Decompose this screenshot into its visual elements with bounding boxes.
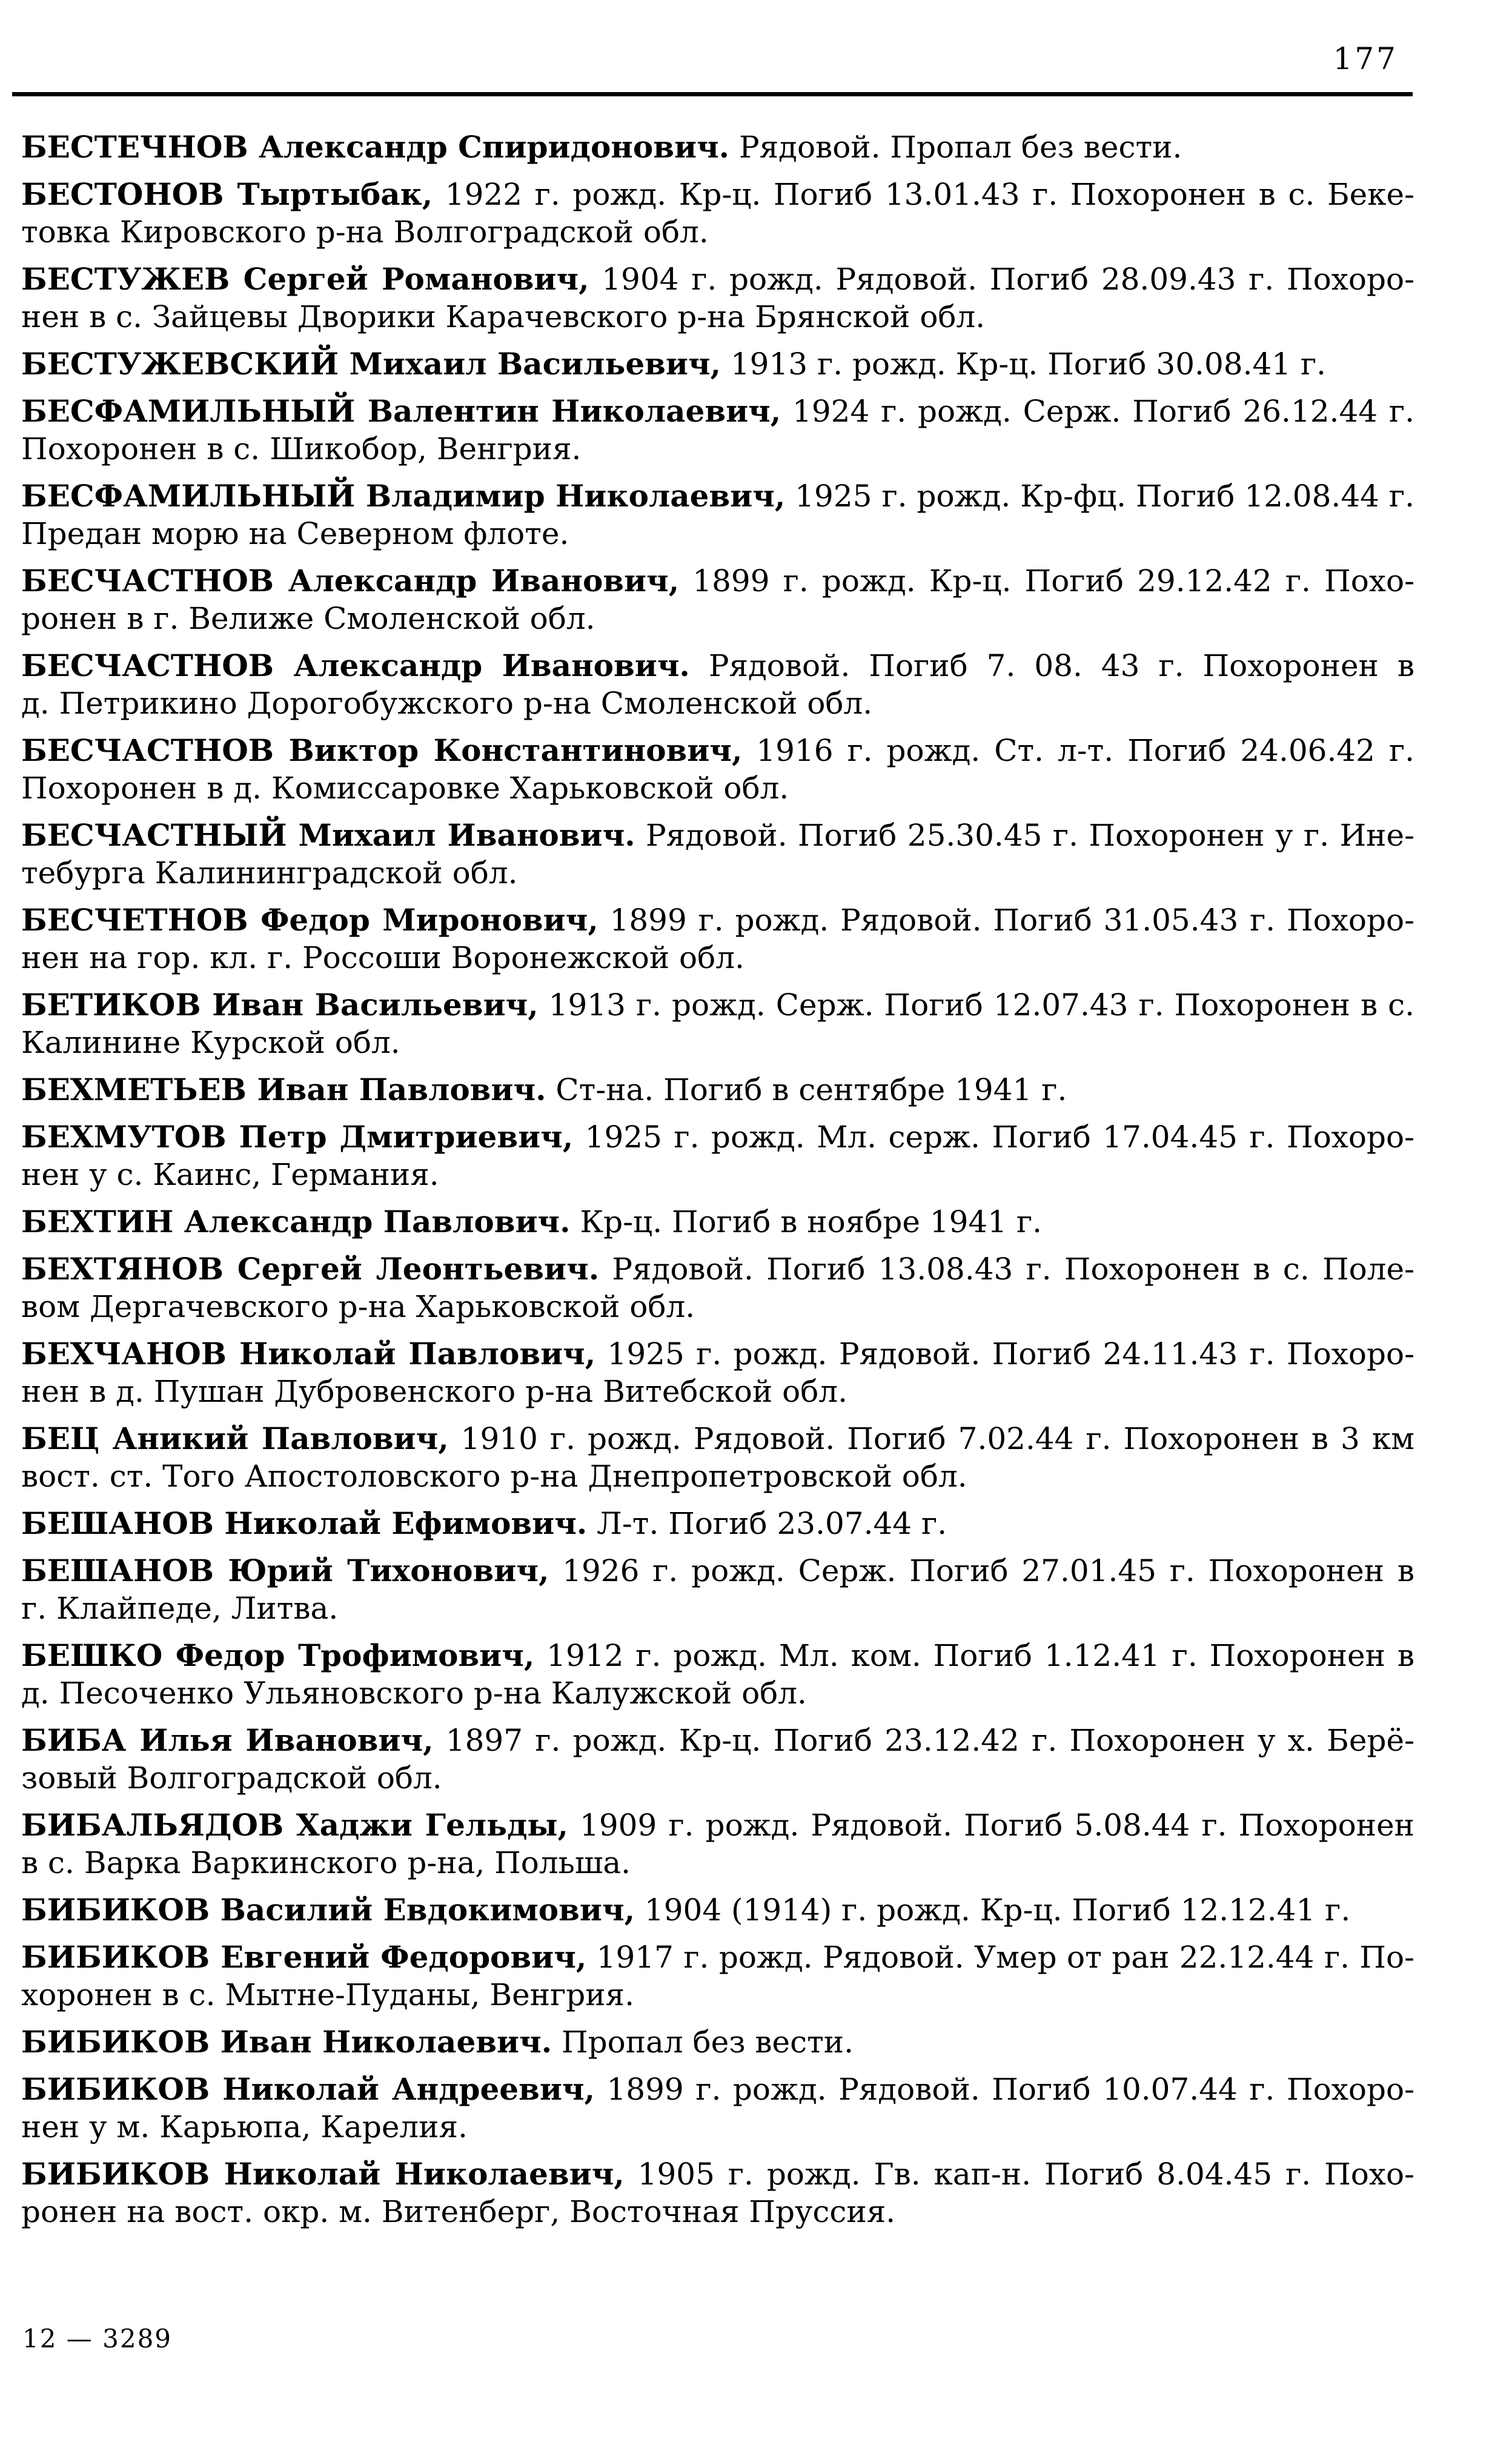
- entry-line: [21, 1590, 1414, 1627]
- entry-line: [21, 393, 1414, 430]
- entry-text: 1909 г. рожд. Рядовой. Погиб 5.08.44 г. Похоронен: [568, 1808, 1414, 1843]
- entry-name: БЕСЧАСТНОВ Александр Иванович,: [21, 563, 680, 599]
- entry-line: [21, 1420, 1414, 1458]
- entry-line: [21, 1335, 1414, 1373]
- entry: [21, 1552, 1414, 1627]
- entry-text: 1913 г. рожд. Кр-ц. Погиб 30.08.41 г.: [720, 347, 1327, 382]
- entry-text: нен у м. Карьюпа, Карелия.: [21, 2109, 468, 2144]
- entry-text: 1917 г. рожд. Рядовой. Умер от ран 22.12.44 г. По-: [586, 1940, 1414, 1975]
- entry-line: [21, 1505, 1414, 1542]
- entry: [21, 2155, 1414, 2231]
- entry-text: 1925 г. рожд. Рядовой. Погиб 24.11.43 г. Похоро-: [595, 1336, 1414, 1372]
- entry-name: БЕСТУЖЕВ Сергей Романович,: [21, 261, 589, 297]
- entry-text: Рядовой. Погиб 7. 08. 43 г. Похоронен в: [689, 648, 1414, 683]
- entry-line: [21, 647, 1414, 685]
- entry: [21, 901, 1414, 977]
- entry-line: [21, 1806, 1414, 1844]
- entry-name: БИБИКОВ Василий Евдокимович,: [21, 1892, 635, 1928]
- entry: [21, 2023, 1414, 2061]
- entry-text: тебурга Калининградской обл.: [21, 855, 518, 891]
- entry-line: [21, 986, 1414, 1024]
- entry: [21, 1071, 1414, 1109]
- entry: [21, 1118, 1414, 1193]
- entry-text: ронен на вост. окр. м. Витенберг, Восточная Пруссия.: [21, 2194, 896, 2229]
- entry: [21, 260, 1414, 336]
- entry-line: [21, 732, 1414, 769]
- entry: [21, 1250, 1414, 1325]
- entry-line: [21, 2108, 1414, 2146]
- entry-line: [21, 1024, 1414, 1061]
- entry-text: 1904 г. рожд. Рядовой. Погиб 28.09.43 г. Похоро-: [589, 262, 1415, 297]
- entry-text: Пропал без вести.: [552, 2025, 854, 2060]
- entry-name: БЕХЧАНОВ Николай Павлович,: [21, 1336, 596, 1372]
- entry-line: [21, 1637, 1414, 1674]
- entry: [21, 1420, 1414, 1495]
- entry-name: БИБАЛЬЯДОВ Хаджи Гельды,: [21, 1807, 568, 1843]
- entry-name: БИБИКОВ Евгений Федорович,: [21, 1939, 587, 1975]
- entry-line: [21, 430, 1414, 468]
- entry-line: [21, 1288, 1414, 1325]
- header-rule: [12, 92, 1413, 96]
- entry-line: [21, 1071, 1414, 1109]
- entry-line: [21, 260, 1414, 298]
- entry-text: нен в с. Зайцевы Дворики Карачевского р-на Брянской обл.: [21, 299, 986, 334]
- entry-text: 1925 г. рожд. Мл. серж. Погиб 17.04.45 г. Похоро-: [573, 1120, 1414, 1155]
- entry-line: [21, 769, 1414, 807]
- entry-line: [21, 2071, 1414, 2108]
- entry-line: [21, 1373, 1414, 1410]
- entry-line: [21, 128, 1414, 166]
- entry-line: [21, 817, 1414, 854]
- entry: [21, 562, 1414, 637]
- entry-text: 1916 г. рожд. Ст. л-т. Погиб 24.06.42 г.: [742, 733, 1414, 768]
- entry: [21, 1891, 1414, 1929]
- entry-name: БЕХМЕТЬЕВ Иван Павлович.: [21, 1072, 546, 1107]
- entry-line: [21, 1844, 1414, 1882]
- entry: [21, 732, 1414, 807]
- entry-name: БЕСЧАСТНЫЙ Михаил Иванович.: [21, 817, 635, 853]
- entry-name: БЕШАНОВ Николай Ефимович.: [21, 1505, 588, 1541]
- entry-name: БЕШАНОВ Юрий Тихонович,: [21, 1553, 549, 1588]
- entry-line: [21, 854, 1414, 892]
- entry-line: [21, 176, 1414, 213]
- entry-text: 1899 г. рожд. Кр-ц. Погиб 29.12.42 г. Похо-: [679, 563, 1414, 599]
- entry-text: Калинине Курской обл.: [21, 1025, 400, 1060]
- entry-text: 1897 г. рожд. Кр-ц. Погиб 23.12.42 г. Похоронен у х. Берё-: [433, 1723, 1414, 1758]
- entry-text: нен у с. Каинс, Германия.: [21, 1157, 439, 1192]
- entry-text: 1925 г. рожд. Кр-фц. Погиб 12.08.44 г.: [785, 479, 1415, 514]
- entry-list: [21, 128, 1414, 2240]
- entry-name: БЕСФАМИЛЬНЫЙ Владимир Николаевич,: [21, 478, 786, 514]
- entry: [21, 1505, 1414, 1542]
- entry-name: БЕСТЕЧНОВ Александр Спиридонович.: [21, 129, 730, 165]
- entry-text: вост. ст. Того Апостоловского р-на Днепропетровской обл.: [21, 1459, 967, 1494]
- entry: [21, 128, 1414, 166]
- entry-text: д. Песоченко Ульяновского р-на Калужской обл.: [21, 1676, 807, 1711]
- entry-text: г. Клайпеде, Литва.: [21, 1591, 339, 1626]
- entry-name: БЕСТОНОВ Тыртыбак,: [21, 176, 433, 212]
- entry-text: хоронен в с. Мытне-Пуданы, Венгрия.: [21, 1977, 634, 2012]
- entry-line: [21, 1674, 1414, 1712]
- entry: [21, 393, 1414, 468]
- entry-text: нен в д. Пушан Дубровенского р-на Витебской обл.: [21, 1374, 847, 1409]
- entry-name: БЕТИКОВ Иван Васильевич,: [21, 987, 539, 1023]
- entry-text: Рядовой. Погиб 13.08.43 г. Похоронен в с. Поле-: [599, 1252, 1414, 1287]
- entry-text: Рядовой. Пропал без вести.: [729, 130, 1182, 165]
- entry-name: БЕСФАМИЛЬНЫЙ Валентин Николаевич,: [21, 393, 781, 429]
- entry-text: вом Дергачевского р-на Харьковской обл.: [21, 1289, 695, 1324]
- entry-text: д. Петрикино Дорогобужского р-на Смоленской обл.: [21, 686, 873, 721]
- entry-name: БИБИКОВ Николай Николаевич,: [21, 2156, 625, 2192]
- entry-line: [21, 515, 1414, 552]
- entry-text: 1904 (1914) г. рожд. Кр-ц. Погиб 12.12.41 г.: [635, 1892, 1351, 1928]
- page-number: 177: [1333, 41, 1398, 76]
- entry-name: БИБА Илья Иванович,: [21, 1722, 434, 1758]
- entry-line: [21, 213, 1414, 251]
- entry-line: [21, 298, 1414, 336]
- entry-line: [21, 1939, 1414, 1976]
- entry-text: нен на гор. кл. г. Россоши Воронежской обл.: [21, 940, 744, 975]
- entry-name: БЕШКО Федор Трофимович,: [21, 1637, 535, 1673]
- entry-line: [21, 345, 1414, 383]
- entry-name: БЕХТЯНОВ Сергей Леонтьевич.: [21, 1251, 600, 1287]
- entry-text: 1899 г. рожд. Рядовой. Погиб 31.05.43 г. Похоро-: [598, 903, 1414, 938]
- entry-line: [21, 1759, 1414, 1797]
- entry: [21, 1637, 1414, 1712]
- entry-line: [21, 2193, 1414, 2231]
- entry-line: [21, 1976, 1414, 2014]
- entry-line: [21, 685, 1414, 722]
- entry: [21, 345, 1414, 383]
- entry-name: БИБИКОВ Николай Андреевич,: [21, 2071, 595, 2107]
- entry-name: БЕЦ Аникий Павлович,: [21, 1421, 449, 1456]
- entry: [21, 647, 1414, 722]
- entry-name: БЕСЧАСТНОВ Александр Иванович.: [21, 648, 690, 683]
- entry-text: 1926 г. рожд. Серж. Погиб 27.01.45 г. Похоронен в: [549, 1553, 1414, 1588]
- entry-line: [21, 477, 1414, 515]
- entry-text: 1913 г. рожд. Серж. Погиб 12.07.43 г. Похоронен в с.: [538, 987, 1414, 1023]
- entry-text: 1924 г. рожд. Серж. Погиб 26.12.44 г.: [781, 394, 1414, 429]
- entry-text: 1910 г. рожд. Рядовой. Погиб 7.02.44 г. Похоронен в 3 км: [448, 1421, 1415, 1456]
- entry-line: [21, 600, 1414, 637]
- entry-line: [21, 1156, 1414, 1193]
- entry-line: [21, 901, 1414, 939]
- entry: [21, 1335, 1414, 1410]
- entry-text: Похоронен в д. Комиссаровке Харьковской обл.: [21, 771, 789, 806]
- entry-text: в с. Варка Варкинского р-на, Польша.: [21, 1845, 631, 1880]
- entry-line: [21, 1458, 1414, 1495]
- entry-text: Предан морю на Северном флоте.: [21, 516, 569, 551]
- entry-name: БИБИКОВ Иван Николаевич.: [21, 2024, 552, 2060]
- entry: [21, 1203, 1414, 1241]
- entry-line: [21, 2155, 1414, 2193]
- entry-line: [21, 1891, 1414, 1929]
- entry-line: [21, 1250, 1414, 1288]
- entry-text: Л-т. Погиб 23.07.44 г.: [587, 1506, 947, 1541]
- entry: [21, 1722, 1414, 1797]
- entry-text: Рядовой. Погиб 25.30.45 г. Похоронен у г. Ине-: [635, 818, 1414, 853]
- entry-text: 1899 г. рожд. Рядовой. Погиб 10.07.44 г. Похоро-: [594, 2072, 1414, 2107]
- footer-signature: 12 — 3289: [22, 2324, 173, 2353]
- entry-text: 1922 г. рожд. Кр-ц. Погиб 13.01.43 г. Похоронен в с. Беке-: [433, 177, 1415, 212]
- entry-text: товка Кировского р-на Волгоградской обл.: [21, 214, 709, 250]
- entry-text: Кр-ц. Погиб в ноябре 1941 г.: [570, 1204, 1043, 1239]
- entry-text: ронен в г. Велиже Смоленской обл.: [21, 601, 595, 636]
- entry-text: 1905 г. рожд. Гв. кап-н. Погиб 8.04.45 г. Похо-: [624, 2157, 1414, 2192]
- entry-text: Похоронен в с. Шикобор, Венгрия.: [21, 431, 582, 466]
- entry-line: [21, 1722, 1414, 1759]
- entry-name: БЕСТУЖЕВСКИЙ Михаил Васильевич,: [21, 346, 721, 382]
- entry-line: [21, 1118, 1414, 1156]
- entry-name: БЕХТИН Александр Павлович.: [21, 1204, 571, 1239]
- entry-line: [21, 562, 1414, 600]
- entry-text: зовый Волгоградской обл.: [21, 1760, 442, 1796]
- entry-name: БЕСЧАСТНОВ Виктор Константинович,: [21, 732, 743, 768]
- entry: [21, 1939, 1414, 2014]
- entry-name: БЕСЧЕТНОВ Федор Миронович,: [21, 902, 598, 938]
- entry: [21, 477, 1414, 552]
- entry-text: 1912 г. рожд. Мл. ком. Погиб 1.12.41 г. Похоронен в: [534, 1638, 1414, 1673]
- entry-line: [21, 2023, 1414, 2061]
- entry: [21, 176, 1414, 251]
- entry-line: [21, 1552, 1414, 1590]
- entry: [21, 1806, 1414, 1882]
- entry-name: БЕХМУТОВ Петр Дмитриевич,: [21, 1119, 574, 1155]
- entry: [21, 817, 1414, 892]
- entry-line: [21, 1203, 1414, 1241]
- entry-text: Ст-на. Погиб в сентябре 1941 г.: [546, 1072, 1067, 1107]
- entry-line: [21, 939, 1414, 977]
- entry: [21, 2071, 1414, 2146]
- entry: [21, 986, 1414, 1061]
